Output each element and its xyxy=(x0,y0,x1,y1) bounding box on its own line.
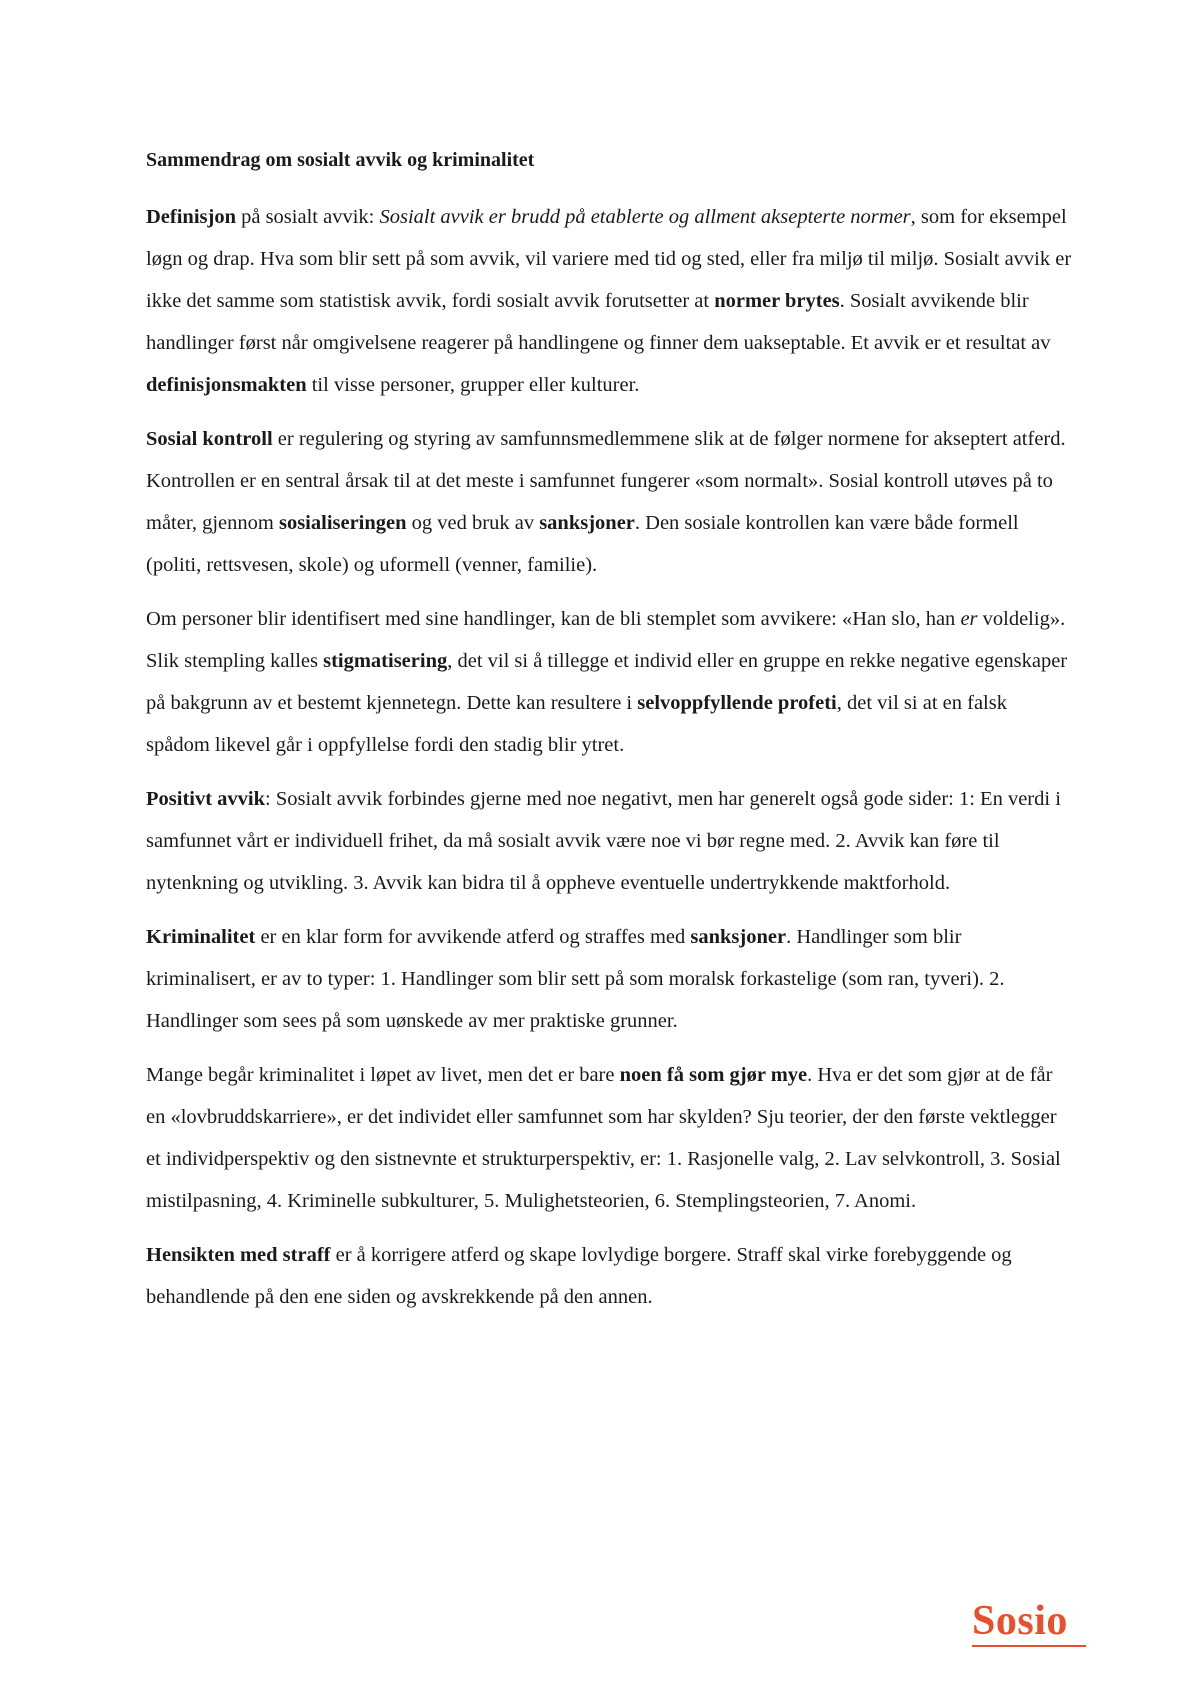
text-run: : Sosialt avvik forbindes gjerne med noe negativt, men har generelt også gode sider: 1: En verdi i samfunnet vårt er individuell frihet, da må sosialt avvik være noe vi bør regne med. 2. Avvik kan føre til nytenkning og utvikling. 3. Avvik kan bidra til å oppheve eventuelle undertrykkende maktforhold. xyxy=(146,788,1061,894)
paragraph xyxy=(146,916,1074,1042)
paragraph xyxy=(146,1234,1074,1318)
text-run: , det vil si å tillegge et individ eller en gruppe en rekke negative egenskaper på bakgrunn av et bestemt kjennetegn. Dette kan resultere i xyxy=(146,650,1068,714)
bold-term: Kriminalitet xyxy=(146,926,256,948)
paragraph xyxy=(146,778,1074,904)
text-run: Om personer blir identifisert med sine handlinger, kan de bli stemplet som avvikere: «Han slo, han xyxy=(146,608,961,630)
paragraph xyxy=(146,598,1074,766)
text-run: . Handlinger som blir kriminalisert, er av to typer: 1. Handlinger som blir sett på som moralsk forkastelige (som ran, tyveri). 2. Handlinger som sees på som uønskede av mer praktiske grunner. xyxy=(146,926,1005,1032)
text-run: er å korrigere atferd og skape lovlydige borgere. Straff skal virke forebyggende og behandlende på den ene siden og avskrekkende på den annen. xyxy=(146,1244,1012,1308)
text-run: er regulering og styring av samfunnsmedlemmene slik at de følger normene for akseptert atferd. Kontrollen er en sentral årsak til at det meste i samfunnet fungerer «som normalt». Sosial kontroll utøves på to måter, gjennom xyxy=(146,428,1066,534)
bold-term: definisjonsmakten xyxy=(146,374,307,396)
logo-underline xyxy=(972,1645,1086,1647)
bold-term: Positivt avvik xyxy=(146,788,266,810)
document-page xyxy=(146,146,1074,1330)
sosio-logo: Sosio xyxy=(972,1598,1068,1644)
bold-term: stigmatisering xyxy=(323,650,448,672)
bold-term: normer brytes xyxy=(714,290,840,312)
text-run: . Den sosiale kontrollen kan være både formell (politi, rettsvesen, skole) og uformell (venner, familie). xyxy=(146,512,1019,576)
text-run: Mange begår kriminalitet i løpet av livet, men det er bare xyxy=(146,1064,620,1086)
text-run: . Sosialt avvikende blir handlinger først når omgivelsene reagerer på handlingene og finner dem uakseptable. Et avvik er et resultat av xyxy=(146,290,1051,354)
text-run: på sosialt avvik: xyxy=(235,206,380,228)
bold-term: selvoppfyllende profeti xyxy=(637,692,837,714)
bold-term: Sosial kontroll xyxy=(146,428,273,450)
italic-text: er xyxy=(960,608,978,630)
text-run: , som for eksempel løgn og drap. Hva som blir sett på som avvik, vil variere med tid og sted, eller fra miljø til miljø. Sosialt avvik er ikke det samme som statistisk avvik, fordi sosialt avvik forutsetter at xyxy=(146,206,1072,312)
text-run: og ved bruk av xyxy=(406,512,540,534)
bold-term: Definisjon xyxy=(146,206,236,228)
bold-term: sanksjoner xyxy=(539,512,635,534)
bold-term: sanksjoner xyxy=(690,926,787,948)
italic-text: Sosialt avvik er brudd på etablerte og allment aksepterte normer xyxy=(379,206,911,228)
bold-term: sosialiseringen xyxy=(278,512,407,534)
paragraph xyxy=(146,418,1074,586)
text-run: voldelig». Slik stempling kalles xyxy=(146,608,1066,672)
text-run: til visse personer, grupper eller kulturer. xyxy=(306,374,640,396)
document-title: Sammendrag om sosialt avvik og kriminalitet xyxy=(146,149,535,171)
text-run: . Hva er det som gjør at de får en «lovbruddskarriere», er det individet eller samfunnet som har skylden? Sju teorier, der den første vektlegger et individperspektiv og den sistnevnte et strukturperspektiv, er: 1. Rasjonelle valg, 2. Lav selvkontroll, 3. Sosial mistilpasning, 4. Kriminelle subkulturer, 5. Mulighetsteorien, 6. Stemplingsteorien, 7. Anomi. xyxy=(146,1064,1061,1212)
bold-term: noen få som gjør mye xyxy=(619,1064,808,1086)
bold-term: Hensikten med straff xyxy=(146,1244,331,1266)
paragraph xyxy=(146,1054,1074,1222)
paragraph xyxy=(146,196,1074,406)
text-run: , det vil si at en falsk spådom likevel går i oppfyllelse fordi den stadig blir ytret. xyxy=(146,692,1007,756)
document-body xyxy=(146,196,1074,1318)
text-run: er en klar form for avvikende atferd og straffes med xyxy=(255,926,691,948)
